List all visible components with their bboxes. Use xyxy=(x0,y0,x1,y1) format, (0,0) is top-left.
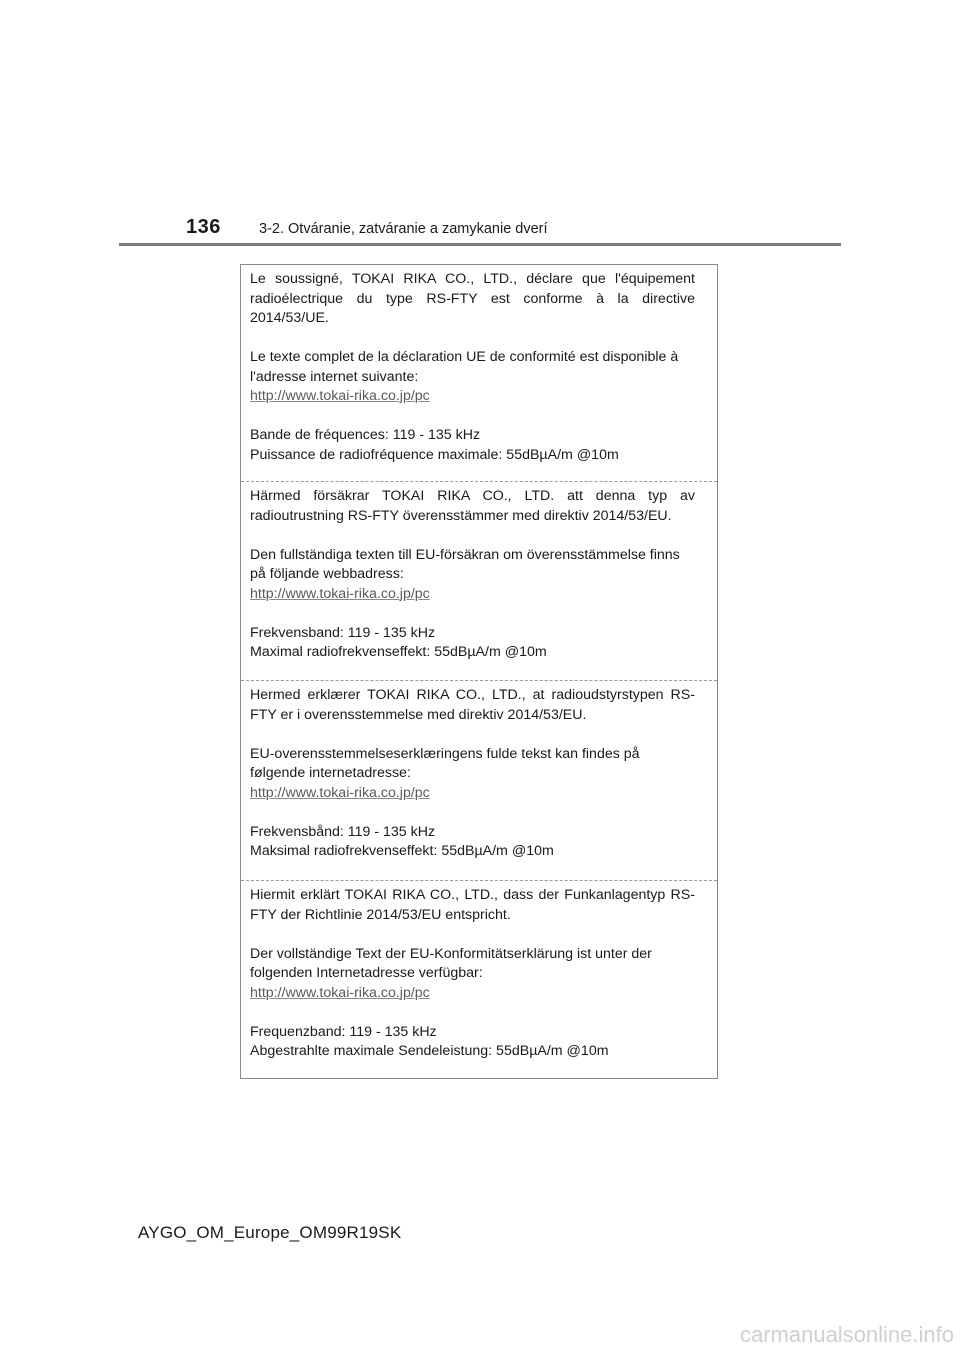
max-power: Puissance de radiofréquence maximale: 55dBµA/m @10m xyxy=(250,446,619,463)
declaration-url-link[interactable]: http://www.tokai-rika.co.jp/pc xyxy=(250,784,430,801)
declaration-french xyxy=(241,265,717,481)
declaration-url-link[interactable]: http://www.tokai-rika.co.jp/pc xyxy=(250,585,430,602)
frequency-band: Frekvensbånd: 119 - 135 kHz xyxy=(250,823,436,840)
declaration-statement: Le soussigné, TOKAI RIKA CO., LTD., déclare que l'équipement radioélectrique du type RS-FTY est conforme à la directive 2014/53/UE. xyxy=(250,271,695,326)
watermark: carmanualsonline.info xyxy=(739,1322,954,1347)
frequency-band: Frequenzband: 119 - 135 kHz xyxy=(250,1023,437,1040)
declaration-statement: Hermed erklærer TOKAI RIKA CO., LTD., at radioudstyrstypen RS-FTY er i overensstemmelse med direktiv 2014/53/EU. xyxy=(250,687,695,723)
declaration-german xyxy=(241,880,717,1078)
declaration-url-link[interactable]: http://www.tokai-rika.co.jp/pc xyxy=(250,388,430,404)
max-power: Abgestrahlte maximale Sendeleistung: 55dBµA/m @10m xyxy=(250,1043,609,1059)
full-text-note: Der vollständige Text der EU-Konformitätserklärung ist unter der folgenden Internetadresse verfügbar: xyxy=(250,945,652,981)
frequency-band: Bande de fréquences: 119 - 135 kHz xyxy=(250,427,481,443)
page-number: 136 xyxy=(186,216,221,238)
full-text-note: EU-overensstemmelseserklæringens fulde tekst kan findes på følgende internetadresse: xyxy=(250,745,640,781)
section-title: 3-2. Otváranie, zatváranie a zamykanie dverí xyxy=(259,221,548,237)
document-code: AYGO_OM_Europe_OM99R19SK xyxy=(138,1223,402,1242)
full-text-note: Den fullständiga texten till EU-försäkran om överensstämmelse finns på följande webbadress: xyxy=(250,546,680,582)
header-divider xyxy=(119,243,841,246)
declaration-statement: Härmed försäkrar TOKAI RIKA CO., LTD. att denna typ av radioutrustning RS-FTY överensstämmer med direktiv 2014/53/EU. xyxy=(250,488,695,524)
declaration-url-link[interactable]: http://www.tokai-rika.co.jp/pc xyxy=(250,984,430,1001)
declaration-statement: Hiermit erklärt TOKAI RIKA CO., LTD., dass der Funkanlagentyp RS-FTY der Richtlinie 2014/53/EU entspricht. xyxy=(250,887,695,923)
max-power: Maksimal radiofrekvenseffekt: 55dBµA/m @10m xyxy=(250,843,554,859)
frequency-band: Frekvensband: 119 - 135 kHz xyxy=(250,624,436,641)
declaration-danish xyxy=(241,680,717,880)
max-power: Maximal radiofrekvenseffekt: 55dBµA/m @10m xyxy=(250,644,547,660)
declaration-swedish xyxy=(241,481,717,680)
full-text-note: Le texte complet de la déclaration UE de conformité est disponible à l'adresse internet suivante: xyxy=(250,349,679,385)
declaration-box xyxy=(240,264,718,1079)
